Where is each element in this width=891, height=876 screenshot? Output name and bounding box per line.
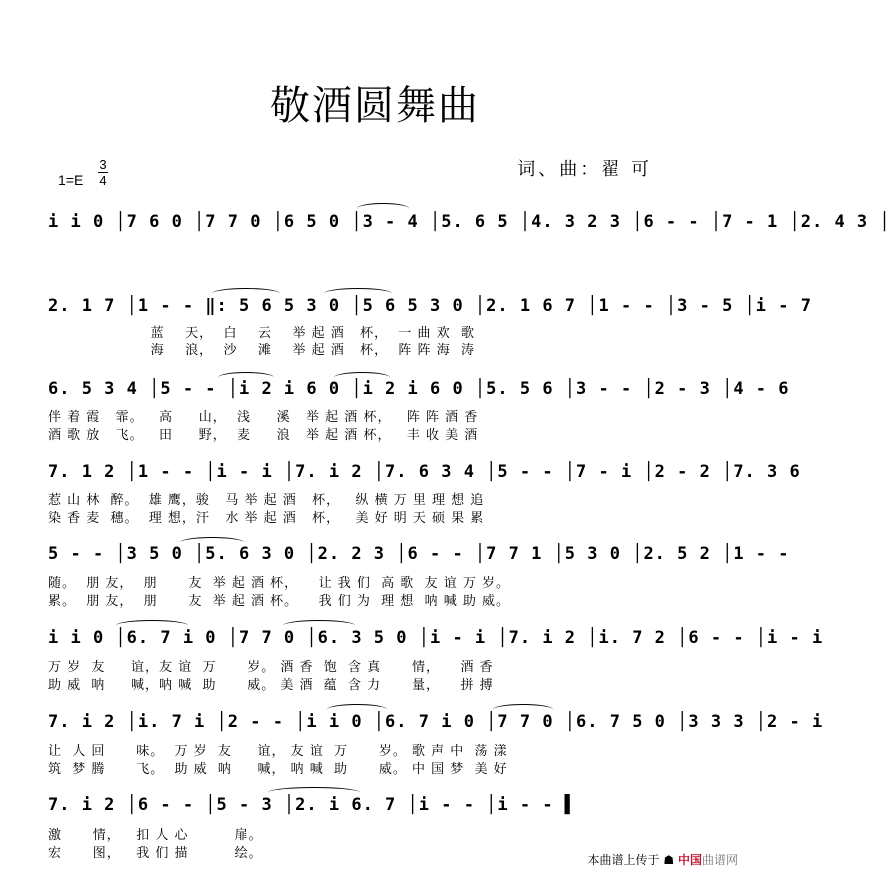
system-6-lyrics-verse-1: 万 岁 友 谊，友 谊 万 岁。 酒 香 饱 含 真 情， 酒 香 [48, 660, 494, 675]
system-4-notes: 7. 1 2 │1 - - │i - i │7. i 2 │7. 6 3 4 │5 - - │7 - i │2 - 2 │7. 3 6 [48, 462, 801, 482]
system-8-lyrics-verse-1: 激 情， 扣 人 心 扉。 [48, 828, 263, 843]
system-4-lyrics-verse-1: 惹 山 林 醉。 雄 鹰，骏 马 举 起 酒 杯， 纵 横 万 里 理 想 追 [48, 493, 485, 508]
tie-mark [327, 704, 387, 715]
footer-site: 曲谱网 [701, 853, 738, 867]
system-6-lyrics-verse-2: 助 威 呐 喊，呐 喊 助 威。 美 酒 蕴 含 力 量， 拼 搏 [48, 678, 494, 693]
time-signature [98, 158, 108, 187]
system-1-notes: i i 0 │7 6 0 │7 7 0 │6 5 0 │3 - 4 │5. 6 5 │4. 3 2 3 │6 - - │7 - 1 │2. 4 3 │ [48, 212, 891, 232]
tie-mark [357, 203, 409, 214]
system-8-notes: 7. i 2 │6 - - │5 - 3 │2. i 6. 7 │i - - │i - - ▌ [48, 795, 577, 815]
logo-icon: ☗ [663, 853, 675, 867]
tie-mark [116, 620, 188, 631]
system-2-lyrics-verse-2: 海 浪， 沙 滩 举 起 酒 杯， 阵 阵 海 涛 [48, 343, 475, 358]
system-5-notes: 5 - - │3 5 0 │5. 6 3 0 │2. 2 3 │6 - - │7 7 1 │5 3 0 │2. 5 2 │1 - - [48, 544, 790, 564]
system-3-notes: 6. 5 3 4 │5 - - │i 2 i 6 0 │i 2 i 6 0 │5. 5 6 │3 - - │2 - 3 │4 - 6 [48, 379, 790, 399]
tie-mark [493, 704, 553, 715]
time-signature-bottom: 4 [99, 173, 107, 188]
system-2-notes: 2. 1 7 │1 - - ‖: 5 6 5 3 0 │5 6 5 3 0 │2. 1 6 7 │1 - - │3 - 5 │i - 7 [48, 296, 812, 316]
time-signature-top: 3 [99, 157, 107, 172]
system-5-lyrics-verse-1: 随。 朋 友， 朋 友 举 起 酒 杯， 让 我 们 高 歌 友 谊 万 岁。 [48, 576, 510, 591]
tie-mark [218, 372, 274, 383]
system-2-lyrics-verse-1: 蓝 天， 白 云 举 起 酒 杯， 一 曲 欢 歌 [48, 326, 475, 341]
system-7-lyrics-verse-1: 让 人 回 味。 万 岁 友 谊， 友 谊 万 岁。 歌 声 中 荡 漾 [48, 744, 508, 759]
system-8-lyrics-verse-2: 宏 图， 我 们 描 绘。 [48, 846, 263, 861]
footer-brand: 中国 [677, 853, 702, 867]
tie-mark [334, 372, 390, 383]
system-7-lyrics-verse-2: 筑 梦 腾 飞。 助 威 呐 喊， 呐 喊 助 威。 中 国 梦 美 好 [48, 762, 508, 777]
tie-mark [283, 620, 355, 631]
system-7-notes: 7. i 2 │i. 7 i │2 - - │i i 0 │6. 7 i 0 │7 7 0 │6. 7 5 0 │3 3 3 │2 - i [48, 712, 824, 732]
system-3-lyrics-verse-1: 伴 着 霞 霏。 高 山， 浅 溪 举 起 酒 杯， 阵 阵 酒 香 [48, 410, 479, 425]
tie-mark [212, 288, 280, 299]
key-signature: 1=E [58, 172, 84, 188]
tie-mark [180, 537, 244, 548]
system-4-lyrics-verse-2: 染 香 麦 穗。 理 想，汗 水 举 起 酒 杯， 美 好 明 天 硕 果 累 [48, 511, 485, 526]
system-6-notes: i i 0 │6. 7 i 0 │7 7 0 │6. 3 5 0 │i - i │7. i 2 │i. 7 2 │6 - - │i - i [48, 628, 824, 648]
system-5-lyrics-verse-2: 累。 朋 友， 朋 友 举 起 酒 杯。 我 们 为 理 想 呐 喊 助 威。 [48, 594, 510, 609]
song-title: 敬酒圆舞曲 [270, 83, 480, 129]
tie-mark [324, 288, 392, 299]
lyricist-composer-credit: 词、曲：翟 可 [517, 159, 652, 180]
footer-uploaded-label: 本曲谱上传于 [587, 853, 660, 867]
system-3-lyrics-verse-2: 酒 歌 放 飞。 田 野， 麦 浪 举 起 酒 杯， 丰 收 美 酒 [48, 428, 479, 443]
footer-source [588, 851, 738, 868]
tie-mark [268, 787, 360, 798]
